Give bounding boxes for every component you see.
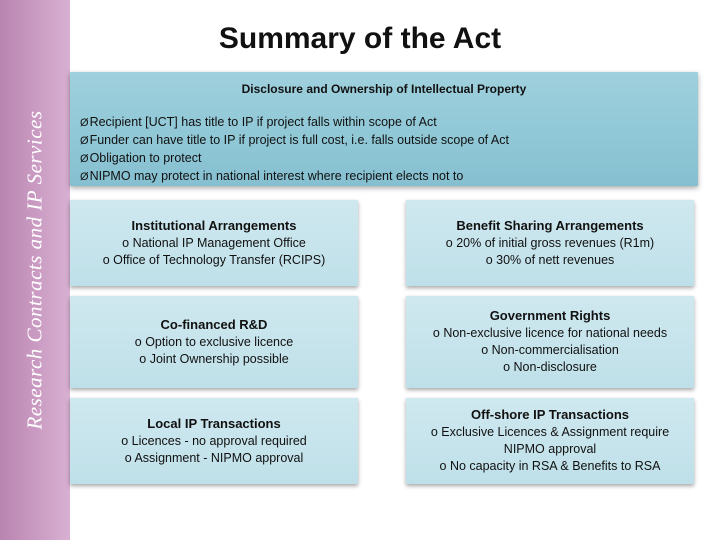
arrow-bullet-icon: Ø [80,171,89,183]
box-heading: Government Rights [489,308,611,323]
disclosure-panel [70,72,698,186]
list-item: ØNIPMO may protect in national interest where recipient elects not to [80,169,464,183]
offshore-ip-transactions-box [406,398,694,484]
box-line: o Office of Technology Transfer (RCIPS) [102,252,326,267]
box-line: NIPMO approval [503,442,597,456]
government-rights-box [406,296,694,388]
arrow-bullet-icon: Ø [80,153,89,165]
arrow-bullet-icon: Ø [80,117,89,129]
page-title: Summary of the Act [218,22,502,55]
sidebar-label: Research Contracts and IP Services [22,110,47,430]
list-item: ØObligation to protect [80,151,202,165]
box-line: o Non-commercialisation [481,343,619,357]
list-item: ØRecipient [UCT] has title to IP if project falls within scope of Act [80,115,437,129]
box-line: o 20% of initial gross revenues (R1m) [445,235,655,250]
list-item: ØFunder can have title to IP if project is full cost, i.e. falls outside scope of Act [80,133,509,147]
box-line: o 30% of nett revenues [485,252,615,267]
box-line: o No capacity in RSA & Benefits to RSA [439,459,661,473]
box-line: o Option to exclusive licence [134,334,294,349]
co-financed-rd-box [70,296,358,388]
box-heading: Local IP Transactions [147,415,281,431]
box-line: o Non-exclusive licence for national needs [432,326,668,340]
institutional-arrangements-box [70,200,358,286]
box-line: o Licences - no approval required [121,433,307,448]
box-line: o Assignment - NIPMO approval [124,450,304,465]
box-heading: Benefit Sharing Arrangements [456,217,644,233]
box-heading: Off-shore IP Transactions [471,407,629,422]
box-line: o National IP Management Office [122,235,306,250]
box-heading: Institutional Arrangements [131,217,297,233]
disclosure-list [80,114,509,186]
box-line: o Exclusive Licences & Assignment require [430,425,670,439]
box-line: o Joint Ownership possible [139,351,289,366]
box-line: o Non-disclosure [503,360,597,374]
disclosure-heading: Disclosure and Ownership of Intellectual Property [241,82,527,96]
sidebar-banner [0,0,70,540]
local-ip-transactions-box [70,398,358,484]
box-heading: Co-financed R&D [160,316,268,332]
arrow-bullet-icon: Ø [80,135,89,147]
benefit-sharing-box [406,200,694,286]
